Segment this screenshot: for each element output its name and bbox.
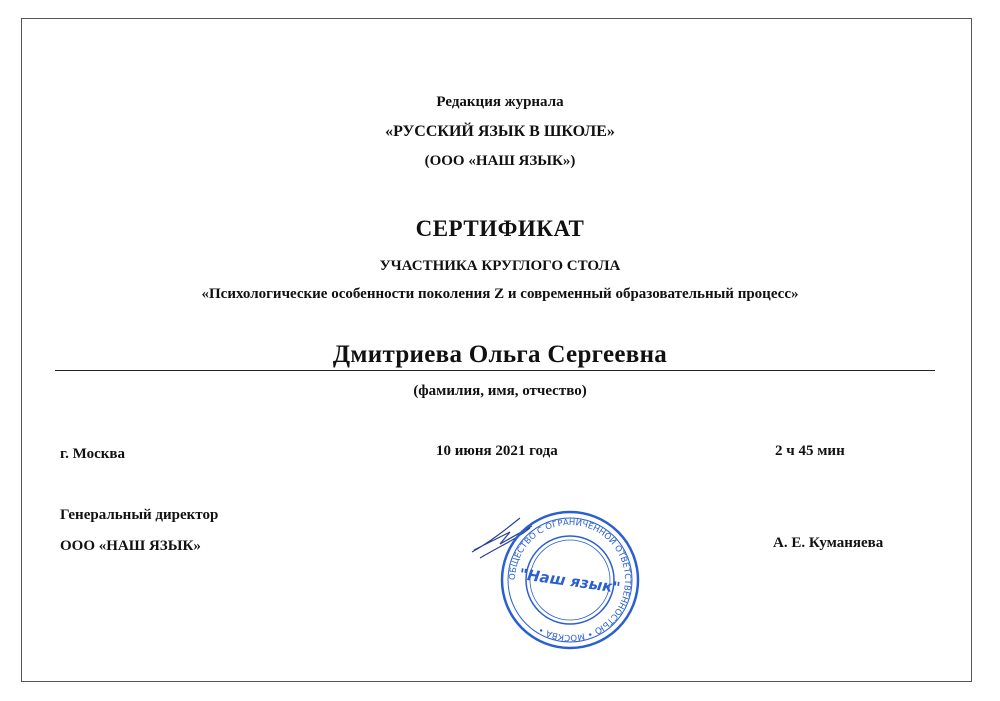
event-duration: 2 ч 45 мин bbox=[775, 443, 845, 459]
seal-ring-text: ОБЩЕСТВО С ОГРАНИЧЕННОЙ ОТВЕТСТВЕННОСТЬЮ • МОСКВА • bbox=[507, 517, 633, 643]
name-underline bbox=[55, 370, 935, 371]
certificate-title: СЕРТИФИКАТ bbox=[415, 216, 585, 241]
city: г. Москва bbox=[60, 446, 125, 462]
journal-title: «РУССКИЙ ЯЗЫК В ШКОЛЕ» bbox=[385, 123, 615, 140]
recipient-name: Дмитриева Ольга Сергеевна bbox=[332, 341, 668, 368]
event-topic: «Психологические особенности поколения Z и современный образовательный процесс» bbox=[201, 286, 799, 302]
certificate-subtitle: УЧАСТНИКА КРУГЛОГО СТОЛА bbox=[379, 258, 621, 274]
signer-role: Генеральный директор bbox=[60, 507, 219, 523]
company-seal bbox=[460, 500, 640, 660]
publisher-name: (ООО «НАШ ЯЗЫК») bbox=[424, 153, 576, 169]
journal-editorial-label: Редакция журнала bbox=[436, 94, 564, 110]
signer-organization: ООО «НАШ ЯЗЫК» bbox=[60, 538, 201, 554]
name-caption: (фамилия, имя, отчество) bbox=[413, 383, 587, 399]
seal-center-text: "Наш язык" bbox=[518, 565, 622, 597]
event-date: 10 июня 2021 года bbox=[436, 443, 558, 459]
signer-name: А. Е. Куманяева bbox=[773, 535, 884, 551]
